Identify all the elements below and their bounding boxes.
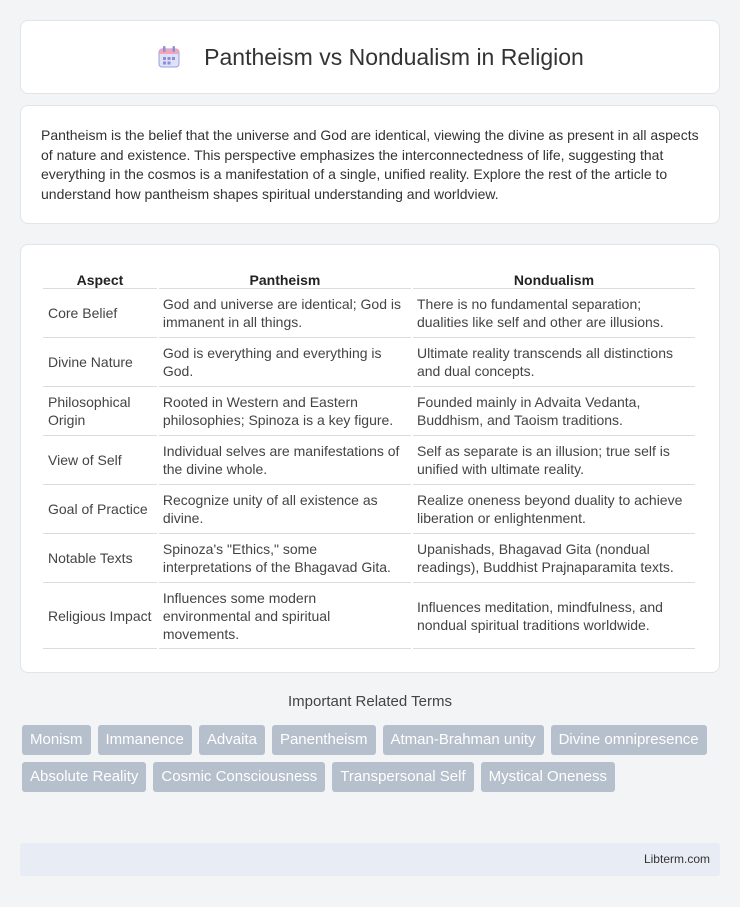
term-tag[interactable]: Atman-Brahman unity — [383, 725, 544, 755]
table-cell-aspect: Religious Impact — [43, 583, 157, 649]
related-terms-title: Important Related Terms — [288, 693, 452, 710]
table-cell-nondualism: Realize oneness beyond duality to achieve liberation or enlightenment. — [413, 485, 695, 534]
header-card — [20, 20, 720, 94]
table-cell-pantheism: Individual selves are manifestations of the divine whole. — [159, 436, 411, 485]
header-nondualism: Nondualism — [413, 265, 695, 289]
term-tag[interactable]: Divine omnipresence — [551, 725, 707, 755]
table-cell-pantheism: Rooted in Western and Eastern philosophies; Spinoza is a key figure. — [159, 387, 411, 436]
table-row — [43, 583, 695, 649]
footer — [20, 843, 720, 876]
header-aspect: Aspect — [43, 265, 157, 289]
header-pantheism: Pantheism — [159, 265, 411, 289]
table-cell-aspect: Notable Texts — [43, 534, 157, 583]
term-tag[interactable]: Transpersonal Self — [332, 762, 473, 792]
intro-text: Pantheism is the belief that the universe and God are identical, viewing the divine as present in all aspects of nature and existence. This perspective emphasizes the interconnectedness of life, suggesting that everything in the cosmos is a manifestation of a single, unified reality. Explore the rest of the article to understand how pantheism shapes spiritual understanding and worldview. — [41, 127, 699, 202]
table-cell-aspect: Goal of Practice — [43, 485, 157, 534]
table-cell-aspect: Divine Nature — [43, 338, 157, 387]
calendar-icon — [156, 44, 182, 70]
page-title: Pantheism vs Nondualism in Religion — [204, 43, 584, 70]
table-cell-pantheism: God is everything and everything is God. — [159, 338, 411, 387]
term-tag[interactable]: Advaita — [199, 725, 265, 755]
comparison-table — [41, 265, 697, 649]
related-terms-list — [22, 725, 722, 799]
table-header-row — [43, 265, 695, 289]
table-cell-aspect: Philosophical Origin — [43, 387, 157, 436]
term-tag[interactable]: Immanence — [98, 725, 192, 755]
table-cell-pantheism: Influences some modern environmental and spiritual movements. — [159, 583, 411, 649]
table-cell-nondualism: Ultimate reality transcends all distinctions and dual concepts. — [413, 338, 695, 387]
term-tag[interactable]: Panentheism — [272, 725, 376, 755]
table-row — [43, 289, 695, 338]
table-row — [43, 387, 695, 436]
table-cell-nondualism: Self as separate is an illusion; true self is unified with ultimate reality. — [413, 436, 695, 485]
table-cell-nondualism: Influences meditation, mindfulness, and nondual spiritual traditions worldwide. — [413, 583, 695, 649]
table-cell-pantheism: Spinoza's "Ethics," some interpretations of the Bhagavad Gita. — [159, 534, 411, 583]
term-tag[interactable]: Absolute Reality — [22, 762, 146, 792]
footer-site-link[interactable]: Libterm.com — [643, 852, 710, 866]
term-tag[interactable]: Monism — [22, 725, 91, 755]
table-row — [43, 534, 695, 583]
table-cell-pantheism: God and universe are identical; God is immanent in all things. — [159, 289, 411, 338]
table-cell-nondualism: Founded mainly in Advaita Vedanta, Buddhism, and Taoism traditions. — [413, 387, 695, 436]
table-row — [43, 338, 695, 387]
table-cell-nondualism: Upanishads, Bhagavad Gita (nondual readings), Buddhist Prajnaparamita texts. — [413, 534, 695, 583]
intro-card — [20, 105, 720, 224]
table-cell-pantheism: Recognize unity of all existence as divine. — [159, 485, 411, 534]
table-cell-aspect: Core Belief — [43, 289, 157, 338]
table-cell-aspect: View of Self — [43, 436, 157, 485]
table-row — [43, 485, 695, 534]
term-tag[interactable]: Mystical Oneness — [481, 762, 615, 792]
term-tag[interactable]: Cosmic Consciousness — [153, 762, 325, 792]
table-cell-nondualism: There is no fundamental separation; dualities like self and other are illusions. — [413, 289, 695, 338]
table-row — [43, 436, 695, 485]
comparison-table-card — [20, 244, 720, 673]
